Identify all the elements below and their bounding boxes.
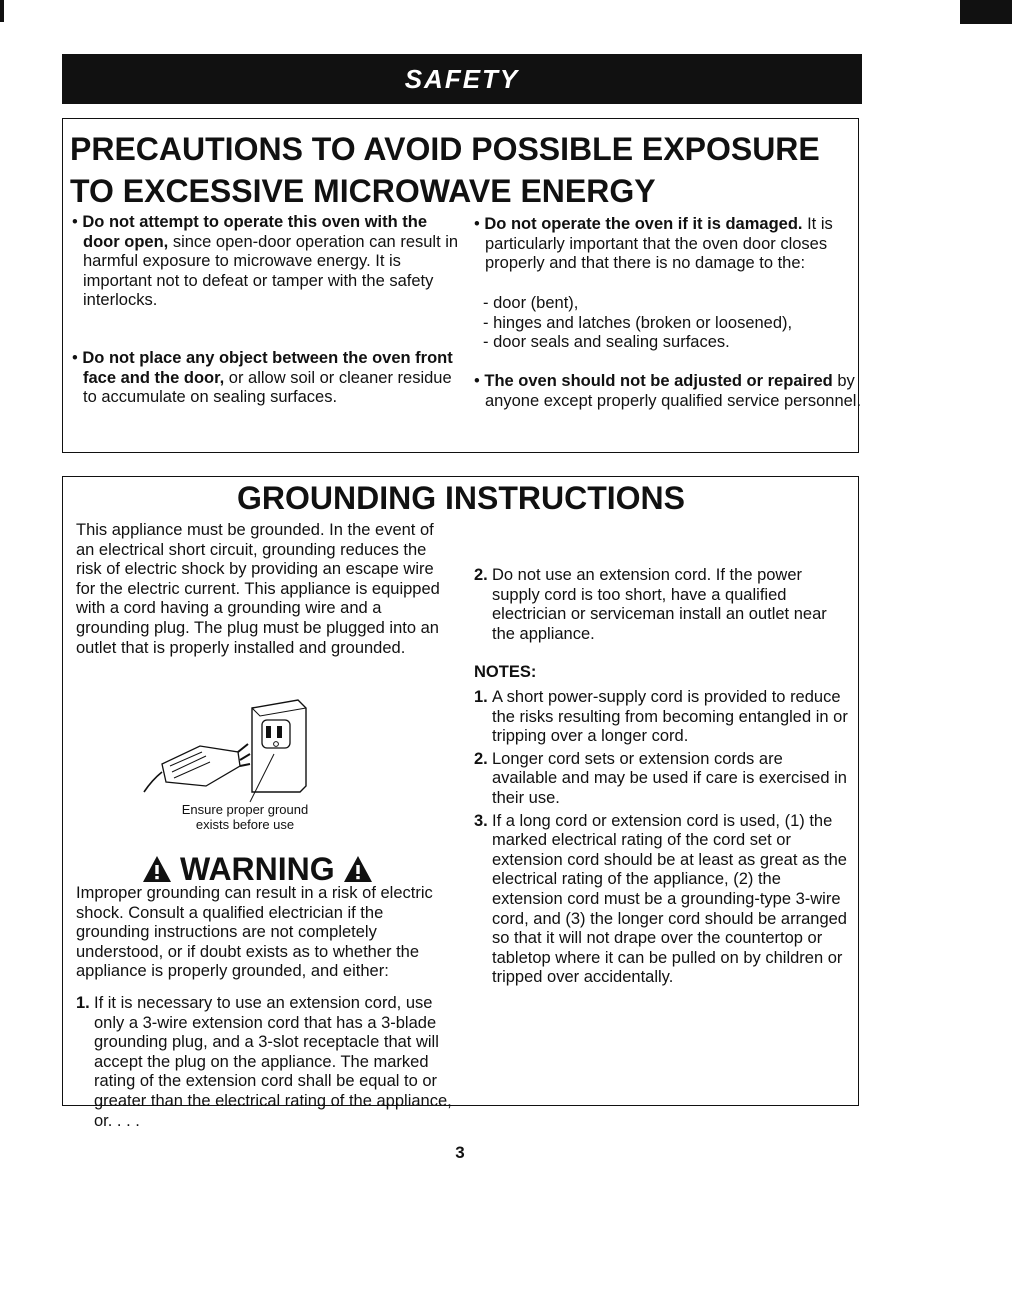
precaution-item-door-open: • Do not attempt to operate this oven with the door open, since open-door operation can result in harmful exposure to microwave energy. It is important not to defeat or tamper with the safety interlocks. [72,213,459,310]
step-text: Do not use an extension cord. If the power supply cord is too short, have a qualified electrician or serviceman install an outlet near the appliance. [492,566,827,643]
note-number: 1. [474,688,488,706]
warning-triangle-icon [142,855,172,883]
illustration-caption: Ensure proper ground exists before use [181,802,309,832]
precaution-item-adjust-repair: • The oven should not be adjusted or repaired by anyone except properly qualified service personnel. [474,372,862,410]
outlet-plate [252,700,306,792]
note-item [474,750,852,809]
note-item [474,812,852,988]
notes-heading: NOTES: [474,663,537,681]
note-item [474,688,852,747]
safety-banner [62,54,862,104]
step-number: 1. [76,994,90,1012]
note-text: If a long cord or extension cord is used, (1) the marked electrical rating of the cord set or extension cord should be at least as great as the electrical rating of the appliance, (2) the extension cord must be a grounding-type 3-wire cord, and (3) the longer cord should be arranged so that it will not drape over the countertop or tabletop where it can be pulled on by children or tripped over accidentally. [492,811,847,987]
damage-list-item: - hinges and latches (broken or loosened), [483,313,793,332]
page-number: 3 [455,1143,465,1162]
note-number: 3. [474,811,488,830]
warning-triangle-icon [343,855,373,883]
plug-cord [144,772,162,792]
precautions-heading: PRECAUTIONS TO AVOID POSSIBLE EXPOSURE TO EXCESSIVE MICROWAVE ENERGY [70,131,820,209]
warning-heading [142,850,392,888]
warning-title: WARNING [180,851,335,887]
grounding-step-1 [76,994,454,1131]
scan-corner-mark [960,0,1012,24]
damage-list-item: - door seals and sealing surfaces. [483,333,730,352]
grounding-intro: This appliance must be grounded. In the event of an electrical short circuit, grounding reduces the risk of electric shock by providing an escape wire for the electric current. This appliance is equipped with a cord having a grounding wire and a grounding plug. The plug must be plugged into an outlet that is properly installed and grounded. [76,521,440,657]
caption-pointer [250,754,274,802]
grounding-step-2 [474,566,852,644]
step-number: 2. [474,566,488,584]
outlet-plug-illustration [140,694,330,804]
note-text: A short power-supply cord is provided to reduce the risks resulting from becoming entangled in or tripping over a longer cord. [492,688,848,746]
damage-list-item: - door (bent), [483,294,579,312]
precaution-item-damaged: • Do not operate the oven if it is damaged. It is particularly important that the oven door closes properly and that there is no damage to the: [474,215,833,273]
step-text: If it is necessary to use an extension cord, use only a 3-wire extension cord that has a 3-blade grounding plug, and a 3-slot receptacle that will accept the plug on the appliance. The marked rating of the extension cord shall be equal to or greater than the electrical rating of the appliance, or. . . . [94,994,452,1130]
note-number: 2. [474,749,488,768]
notes-list [474,688,852,988]
warning-text: Improper grounding can result in a risk of electric shock. Consult a qualified electrician if the grounding instructions are not completely understood, or if doubt exists as to whether the appliance is properly grounded, and either: [76,884,433,981]
scan-edge-mark [0,0,4,22]
precaution-item-object-between: • Do not place any object between the oven front face and the door, or allow soil or cleaner residue to accumulate on sealing surfaces. [72,349,453,407]
note-text: Longer cord sets or extension cords are available and may be used if care is exercised in their use. [492,749,847,807]
banner-title: SAFETY [404,63,520,94]
damage-list [483,294,853,353]
grounding-heading: GROUNDING INSTRUCTIONS [237,480,685,516]
